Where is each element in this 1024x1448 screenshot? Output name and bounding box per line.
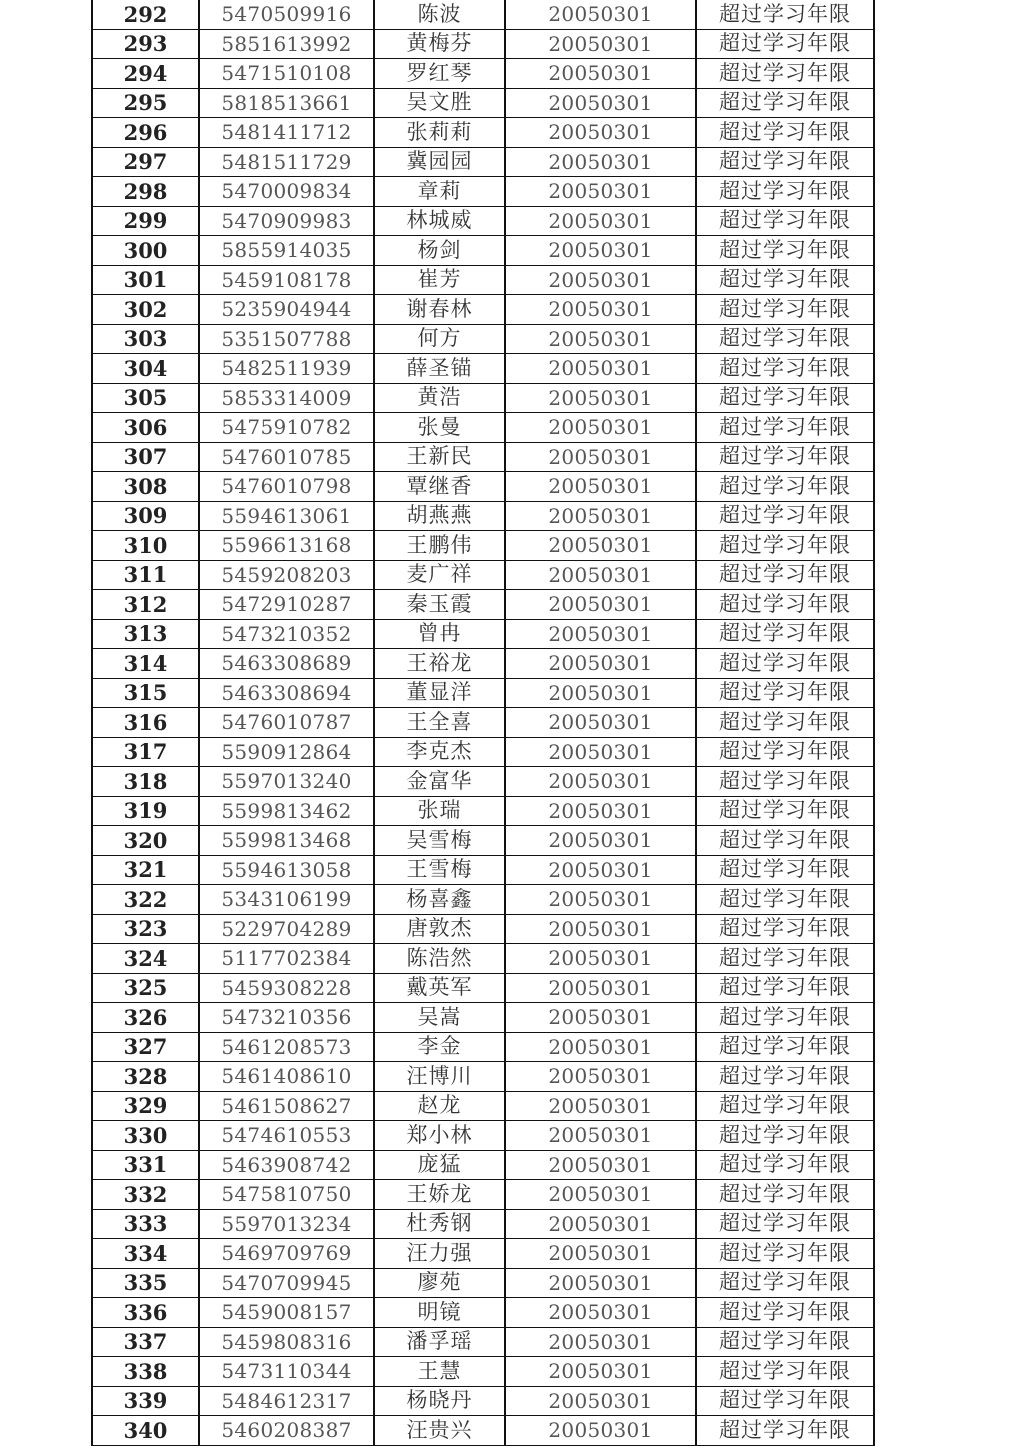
status-cell: 超过学习年限: [696, 1268, 874, 1298]
row-number-cell: 335: [92, 1268, 199, 1298]
date-cell: 20050301: [505, 619, 696, 649]
student-name-cell: 赵龙: [374, 1091, 505, 1121]
status-cell: 超过学习年限: [696, 973, 874, 1003]
date-cell: 20050301: [505, 265, 696, 295]
student-name-cell: 薛圣锚: [374, 354, 505, 384]
date-cell: 20050301: [505, 708, 696, 738]
student-id-cell: 5471510108: [199, 59, 374, 89]
status-cell: 超过学习年限: [696, 29, 874, 59]
table-row: [92, 1003, 874, 1033]
row-number-cell: 324: [92, 944, 199, 974]
status-cell: 超过学习年限: [696, 354, 874, 384]
status-cell: 超过学习年限: [696, 1032, 874, 1062]
row-number-cell: 336: [92, 1298, 199, 1328]
table-row: [92, 796, 874, 826]
student-id-cell: 5475810750: [199, 1180, 374, 1210]
row-number-cell: 328: [92, 1062, 199, 1092]
student-id-cell: 5459308228: [199, 973, 374, 1003]
date-cell: 20050301: [505, 944, 696, 974]
row-number-cell: 332: [92, 1180, 199, 1210]
status-cell: 超过学习年限: [696, 413, 874, 443]
student-id-cell: 5469709769: [199, 1239, 374, 1269]
student-id-cell: 5473110344: [199, 1357, 374, 1387]
student-id-cell: 5117702384: [199, 944, 374, 974]
table-row: [92, 265, 874, 295]
date-cell: 20050301: [505, 29, 696, 59]
student-name-cell: 秦玉霞: [374, 590, 505, 620]
table-row: [92, 914, 874, 944]
student-name-cell: 庞猛: [374, 1150, 505, 1180]
date-cell: 20050301: [505, 1003, 696, 1033]
table-row: [92, 29, 874, 59]
table-row: [92, 1180, 874, 1210]
student-name-cell: 汪博川: [374, 1062, 505, 1092]
table-row: [92, 1298, 874, 1328]
table-row: [92, 177, 874, 207]
student-id-cell: 5470009834: [199, 177, 374, 207]
date-cell: 20050301: [505, 1327, 696, 1357]
table-row: [92, 1386, 874, 1416]
student-id-cell: 5461508627: [199, 1091, 374, 1121]
student-id-cell: 5481411712: [199, 118, 374, 148]
student-name-cell: 胡燕燕: [374, 501, 505, 531]
row-number-cell: 297: [92, 147, 199, 177]
student-name-cell: 戴英军: [374, 973, 505, 1003]
row-number-cell: 310: [92, 531, 199, 561]
row-number-cell: 302: [92, 295, 199, 325]
row-number-cell: 331: [92, 1150, 199, 1180]
date-cell: 20050301: [505, 590, 696, 620]
table-row: [92, 147, 874, 177]
status-cell: 超过学习年限: [696, 1298, 874, 1328]
table-row: [92, 1327, 874, 1357]
date-cell: 20050301: [505, 1091, 696, 1121]
date-cell: 20050301: [505, 442, 696, 472]
table-row: [92, 472, 874, 502]
student-name-cell: 章莉: [374, 177, 505, 207]
row-number-cell: 299: [92, 206, 199, 236]
student-id-cell: 5461408610: [199, 1062, 374, 1092]
student-name-cell: 王全喜: [374, 708, 505, 738]
table-row: [92, 0, 874, 29]
status-cell: 超过学习年限: [696, 1416, 874, 1446]
student-name-cell: 覃继香: [374, 472, 505, 502]
row-number-cell: 294: [92, 59, 199, 89]
date-cell: 20050301: [505, 1239, 696, 1269]
status-cell: 超过学习年限: [696, 1121, 874, 1151]
row-number-cell: 314: [92, 649, 199, 679]
student-name-cell: 汪贵兴: [374, 1416, 505, 1446]
row-number-cell: 305: [92, 383, 199, 413]
row-number-cell: 329: [92, 1091, 199, 1121]
student-name-cell: 陈浩然: [374, 944, 505, 974]
date-cell: 20050301: [505, 1180, 696, 1210]
row-number-cell: 298: [92, 177, 199, 207]
status-cell: 超过学习年限: [696, 147, 874, 177]
row-number-cell: 309: [92, 501, 199, 531]
table-row: [92, 354, 874, 384]
date-cell: 20050301: [505, 531, 696, 561]
date-cell: 20050301: [505, 59, 696, 89]
student-name-cell: 王鹏伟: [374, 531, 505, 561]
row-number-cell: 315: [92, 678, 199, 708]
student-id-cell: 5594613058: [199, 855, 374, 885]
student-name-cell: 黄浩: [374, 383, 505, 413]
date-cell: 20050301: [505, 737, 696, 767]
row-number-cell: 292: [92, 0, 199, 29]
status-cell: 超过学习年限: [696, 1327, 874, 1357]
student-id-cell: 5597013240: [199, 767, 374, 797]
student-name-cell: 王雪梅: [374, 855, 505, 885]
table-row: [92, 885, 874, 915]
status-cell: 超过学习年限: [696, 442, 874, 472]
status-cell: 超过学习年限: [696, 472, 874, 502]
status-cell: 超过学习年限: [696, 1209, 874, 1239]
status-cell: 超过学习年限: [696, 590, 874, 620]
row-number-cell: 303: [92, 324, 199, 354]
student-id-cell: 5594613061: [199, 501, 374, 531]
status-cell: 超过学习年限: [696, 1091, 874, 1121]
student-id-cell: 5459008157: [199, 1298, 374, 1328]
status-cell: 超过学习年限: [696, 944, 874, 974]
row-number-cell: 333: [92, 1209, 199, 1239]
table-row: [92, 236, 874, 266]
status-cell: 超过学习年限: [696, 383, 874, 413]
date-cell: 20050301: [505, 678, 696, 708]
student-name-cell: 郑小林: [374, 1121, 505, 1151]
date-cell: 20050301: [505, 767, 696, 797]
table-row: [92, 59, 874, 89]
student-name-cell: 杨喜鑫: [374, 885, 505, 915]
status-cell: 超过学习年限: [696, 885, 874, 915]
student-name-cell: 崔芳: [374, 265, 505, 295]
student-id-cell: 5463908742: [199, 1150, 374, 1180]
table-row: [92, 1209, 874, 1239]
row-number-cell: 330: [92, 1121, 199, 1151]
table-row: [92, 1032, 874, 1062]
table-row: [92, 855, 874, 885]
date-cell: 20050301: [505, 1062, 696, 1092]
student-id-cell: 5855914035: [199, 236, 374, 266]
date-cell: 20050301: [505, 383, 696, 413]
student-name-cell: 杨剑: [374, 236, 505, 266]
table-row: [92, 708, 874, 738]
student-id-cell: 5476010787: [199, 708, 374, 738]
status-cell: 超过学习年限: [696, 619, 874, 649]
table-row: [92, 413, 874, 443]
table-row: [92, 1062, 874, 1092]
row-number-cell: 312: [92, 590, 199, 620]
date-cell: 20050301: [505, 1386, 696, 1416]
date-cell: 20050301: [505, 236, 696, 266]
status-cell: 超过学习年限: [696, 265, 874, 295]
student-id-cell: 5596613168: [199, 531, 374, 561]
row-number-cell: 321: [92, 855, 199, 885]
status-cell: 超过学习年限: [696, 1357, 874, 1387]
student-name-cell: 李克杰: [374, 737, 505, 767]
date-cell: 20050301: [505, 796, 696, 826]
student-id-cell: 5460208387: [199, 1416, 374, 1446]
status-cell: 超过学习年限: [696, 501, 874, 531]
table-row: [92, 1416, 874, 1446]
student-id-cell: 5470709945: [199, 1268, 374, 1298]
student-id-cell: 5481511729: [199, 147, 374, 177]
student-records-table: [91, 0, 875, 1446]
student-id-cell: 5474610553: [199, 1121, 374, 1151]
student-id-cell: 5461208573: [199, 1032, 374, 1062]
date-cell: 20050301: [505, 649, 696, 679]
student-name-cell: 王新民: [374, 442, 505, 472]
student-id-cell: 5473210352: [199, 619, 374, 649]
date-cell: 20050301: [505, 914, 696, 944]
student-id-cell: 5482511939: [199, 354, 374, 384]
status-cell: 超过学习年限: [696, 796, 874, 826]
row-number-cell: 308: [92, 472, 199, 502]
date-cell: 20050301: [505, 0, 696, 29]
student-name-cell: 张莉莉: [374, 118, 505, 148]
student-id-cell: 5459808316: [199, 1327, 374, 1357]
status-cell: 超过学习年限: [696, 531, 874, 561]
table-row: [92, 531, 874, 561]
student-name-cell: 张瑞: [374, 796, 505, 826]
table-row: [92, 944, 874, 974]
student-id-cell: 5818513661: [199, 88, 374, 118]
student-name-cell: 王裕龙: [374, 649, 505, 679]
status-cell: 超过学习年限: [696, 1180, 874, 1210]
date-cell: 20050301: [505, 1121, 696, 1151]
table-row: [92, 619, 874, 649]
row-number-cell: 316: [92, 708, 199, 738]
row-number-cell: 326: [92, 1003, 199, 1033]
row-number-cell: 325: [92, 973, 199, 1003]
status-cell: 超过学习年限: [696, 1003, 874, 1033]
student-id-cell: 5597013234: [199, 1209, 374, 1239]
row-number-cell: 295: [92, 88, 199, 118]
row-number-cell: 318: [92, 767, 199, 797]
student-name-cell: 潘孚瑶: [374, 1327, 505, 1357]
status-cell: 超过学习年限: [696, 177, 874, 207]
row-number-cell: 322: [92, 885, 199, 915]
table-row: [92, 737, 874, 767]
table-row: [92, 206, 874, 236]
row-number-cell: 338: [92, 1357, 199, 1387]
table-row: [92, 88, 874, 118]
status-cell: 超过学习年限: [696, 855, 874, 885]
student-id-cell: 5463308689: [199, 649, 374, 679]
status-cell: 超过学习年限: [696, 914, 874, 944]
status-cell: 超过学习年限: [696, 560, 874, 590]
date-cell: 20050301: [505, 1032, 696, 1062]
date-cell: 20050301: [505, 1416, 696, 1446]
table-row: [92, 973, 874, 1003]
status-cell: 超过学习年限: [696, 1386, 874, 1416]
row-number-cell: 293: [92, 29, 199, 59]
table-row: [92, 1121, 874, 1151]
student-name-cell: 李金: [374, 1032, 505, 1062]
table-row: [92, 826, 874, 856]
table-row: [92, 442, 874, 472]
student-id-cell: 5351507788: [199, 324, 374, 354]
student-name-cell: 谢春林: [374, 295, 505, 325]
student-name-cell: 吴嵩: [374, 1003, 505, 1033]
student-name-cell: 陈波: [374, 0, 505, 29]
student-name-cell: 吴文胜: [374, 88, 505, 118]
student-name-cell: 曾冉: [374, 619, 505, 649]
table-row: [92, 767, 874, 797]
table-row: [92, 1239, 874, 1269]
table-row: [92, 383, 874, 413]
row-number-cell: 340: [92, 1416, 199, 1446]
student-name-cell: 廖苑: [374, 1268, 505, 1298]
date-cell: 20050301: [505, 354, 696, 384]
row-number-cell: 327: [92, 1032, 199, 1062]
student-name-cell: 杜秀钢: [374, 1209, 505, 1239]
student-id-cell: 5470509916: [199, 0, 374, 29]
date-cell: 20050301: [505, 1268, 696, 1298]
student-id-cell: 5476010798: [199, 472, 374, 502]
status-cell: 超过学习年限: [696, 767, 874, 797]
status-cell: 超过学习年限: [696, 649, 874, 679]
student-name-cell: 麦广祥: [374, 560, 505, 590]
student-id-cell: 5599813468: [199, 826, 374, 856]
date-cell: 20050301: [505, 206, 696, 236]
student-name-cell: 罗红琴: [374, 59, 505, 89]
row-number-cell: 304: [92, 354, 199, 384]
student-name-cell: 唐敦杰: [374, 914, 505, 944]
row-number-cell: 313: [92, 619, 199, 649]
student-id-cell: 5475910782: [199, 413, 374, 443]
table-row: [92, 295, 874, 325]
date-cell: 20050301: [505, 560, 696, 590]
student-id-cell: 5463308694: [199, 678, 374, 708]
student-name-cell: 何方: [374, 324, 505, 354]
student-name-cell: 汪力强: [374, 1239, 505, 1269]
status-cell: 超过学习年限: [696, 737, 874, 767]
row-number-cell: 337: [92, 1327, 199, 1357]
student-name-cell: 王慧: [374, 1357, 505, 1387]
row-number-cell: 323: [92, 914, 199, 944]
row-number-cell: 320: [92, 826, 199, 856]
date-cell: 20050301: [505, 472, 696, 502]
status-cell: 超过学习年限: [696, 0, 874, 29]
student-name-cell: 王娇龙: [374, 1180, 505, 1210]
table-row: [92, 678, 874, 708]
student-name-cell: 黄梅芬: [374, 29, 505, 59]
date-cell: 20050301: [505, 88, 696, 118]
student-id-cell: 5590912864: [199, 737, 374, 767]
row-number-cell: 301: [92, 265, 199, 295]
date-cell: 20050301: [505, 1150, 696, 1180]
student-id-cell: 5476010785: [199, 442, 374, 472]
table-row: [92, 1091, 874, 1121]
date-cell: 20050301: [505, 1357, 696, 1387]
student-id-cell: 5470909983: [199, 206, 374, 236]
row-number-cell: 334: [92, 1239, 199, 1269]
student-name-cell: 张曼: [374, 413, 505, 443]
row-number-cell: 307: [92, 442, 199, 472]
date-cell: 20050301: [505, 1298, 696, 1328]
status-cell: 超过学习年限: [696, 324, 874, 354]
student-id-cell: 5853314009: [199, 383, 374, 413]
table-body: [92, 0, 874, 1445]
status-cell: 超过学习年限: [696, 678, 874, 708]
status-cell: 超过学习年限: [696, 1239, 874, 1269]
status-cell: 超过学习年限: [696, 1062, 874, 1092]
table-row: [92, 118, 874, 148]
date-cell: 20050301: [505, 295, 696, 325]
date-cell: 20050301: [505, 826, 696, 856]
date-cell: 20050301: [505, 973, 696, 1003]
row-number-cell: 306: [92, 413, 199, 443]
student-id-cell: 5235904944: [199, 295, 374, 325]
date-cell: 20050301: [505, 147, 696, 177]
date-cell: 20050301: [505, 324, 696, 354]
row-number-cell: 300: [92, 236, 199, 266]
table-row: [92, 590, 874, 620]
student-name-cell: 金富华: [374, 767, 505, 797]
table-row: [92, 1268, 874, 1298]
status-cell: 超过学习年限: [696, 206, 874, 236]
row-number-cell: 319: [92, 796, 199, 826]
date-cell: 20050301: [505, 177, 696, 207]
student-name-cell: 林城威: [374, 206, 505, 236]
table-row: [92, 1357, 874, 1387]
student-id-cell: 5599813462: [199, 796, 374, 826]
row-number-cell: 339: [92, 1386, 199, 1416]
date-cell: 20050301: [505, 413, 696, 443]
table-row: [92, 560, 874, 590]
student-id-cell: 5472910287: [199, 590, 374, 620]
student-id-cell: 5473210356: [199, 1003, 374, 1033]
status-cell: 超过学习年限: [696, 1150, 874, 1180]
date-cell: 20050301: [505, 501, 696, 531]
student-id-cell: 5459208203: [199, 560, 374, 590]
row-number-cell: 311: [92, 560, 199, 590]
student-id-cell: 5459108178: [199, 265, 374, 295]
date-cell: 20050301: [505, 1209, 696, 1239]
student-name-cell: 冀园园: [374, 147, 505, 177]
date-cell: 20050301: [505, 118, 696, 148]
row-number-cell: 317: [92, 737, 199, 767]
date-cell: 20050301: [505, 885, 696, 915]
status-cell: 超过学习年限: [696, 295, 874, 325]
student-id-cell: 5343106199: [199, 885, 374, 915]
student-id-cell: 5484612317: [199, 1386, 374, 1416]
student-name-cell: 吴雪梅: [374, 826, 505, 856]
student-name-cell: 杨晓丹: [374, 1386, 505, 1416]
row-number-cell: 296: [92, 118, 199, 148]
student-id-cell: 5851613992: [199, 29, 374, 59]
status-cell: 超过学习年限: [696, 59, 874, 89]
student-name-cell: 董显洋: [374, 678, 505, 708]
status-cell: 超过学习年限: [696, 118, 874, 148]
table-row: [92, 1150, 874, 1180]
student-id-cell: 5229704289: [199, 914, 374, 944]
student-name-cell: 明镜: [374, 1298, 505, 1328]
table-row: [92, 501, 874, 531]
status-cell: 超过学习年限: [696, 236, 874, 266]
status-cell: 超过学习年限: [696, 708, 874, 738]
table-row: [92, 649, 874, 679]
date-cell: 20050301: [505, 855, 696, 885]
table-row: [92, 324, 874, 354]
status-cell: 超过学习年限: [696, 826, 874, 856]
status-cell: 超过学习年限: [696, 88, 874, 118]
